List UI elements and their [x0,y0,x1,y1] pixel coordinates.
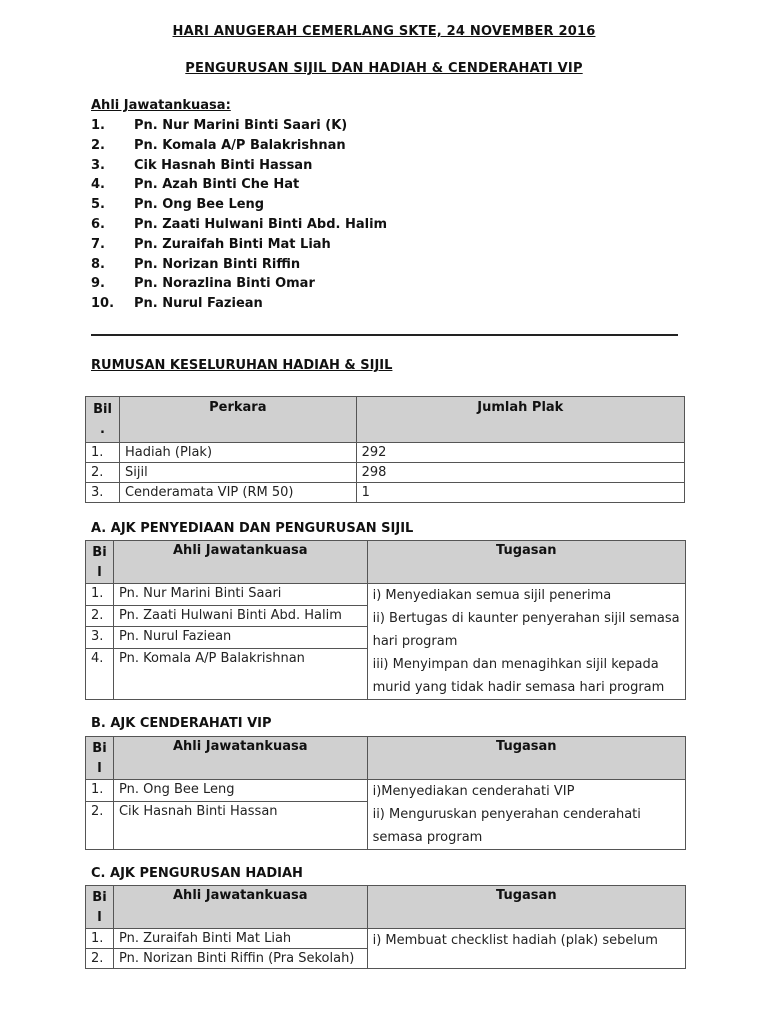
member-number: 9. [91,276,105,292]
cell-bil: 2. [86,949,114,969]
table-header-row [86,397,685,443]
section-a-heading: A. AJK PENYEDIAAN DAN PENGURUSAN SIJIL [91,521,414,536]
committee-member [91,156,387,176]
summary-heading: RUMUSAN KESELURUHAN HADIAH & SIJIL [91,358,393,373]
cell-bil: 1. [86,780,114,802]
tugasan-item: i) Membuat checklist hadiah (plak) sebelum [372,933,658,948]
cell-name: Pn. Norizan Binti Riffin (Pra Sekolah) [113,949,367,969]
section-a-table [85,540,686,700]
member-number: 2. [91,137,105,153]
cell-jumlah: 1 [356,483,684,503]
table-row [86,584,686,606]
horizontal-divider [91,334,678,336]
member-name: Pn. Norizan Binti Riffin [134,256,301,272]
cell-bil: 1. [86,584,114,606]
committee-member [91,294,387,314]
cell-tugasan [367,780,685,850]
section-b-table [85,736,686,850]
table-row [86,463,685,483]
tugasan-item: i)Menyediakan cenderahati VIP [372,784,575,799]
table-header-row [86,886,686,929]
cell-bil: 3. [86,483,120,503]
summary-table [85,396,685,503]
column-header-bil: Bil . [86,397,120,443]
cell-name: Pn. Ong Bee Leng [113,780,367,802]
cell-name: Pn. Nurul Faziean [113,627,367,649]
column-header-ahli: Ahli Jawatankuasa [113,737,367,780]
member-name: Pn. Nurul Faziean [134,296,263,312]
cell-jumlah: 292 [356,443,684,463]
committee-member [91,116,387,136]
column-header-ahli: Ahli Jawatankuasa [113,886,367,929]
table-header-row [86,541,686,584]
column-header-tugasan: Tugasan [367,541,685,584]
member-number: 3. [91,157,105,173]
cell-name: Pn. Komala A/P Balakrishnan [113,649,367,700]
column-header-bil: Bi l [86,541,114,584]
column-header-bil: Bi l [86,886,114,929]
cell-bil: 3. [86,627,114,649]
column-header-tugasan: Tugasan [367,737,685,780]
cell-bil: 2. [86,801,114,849]
committee-member [91,235,387,255]
table-header-row [86,737,686,780]
cell-bil: 4. [86,649,114,700]
member-number: 6. [91,216,105,232]
committee-member [91,215,387,235]
member-number: 7. [91,236,105,252]
member-name: Pn. Zuraifah Binti Mat Liah [134,236,331,252]
cell-bil: 2. [86,463,120,483]
cell-perkara: Cenderamata VIP (RM 50) [119,483,356,503]
committee-member [91,195,387,215]
cell-name: Pn. Zaati Hulwani Binti Abd. Halim [113,605,367,627]
cell-bil: 1. [86,443,120,463]
cell-tugasan [367,584,685,700]
document-title: HARI ANUGERAH CEMERLANG SKTE, 24 NOVEMBER 2016 [172,24,596,39]
committee-member [91,136,387,156]
column-header-ahli: Ahli Jawatankuasa [113,541,367,584]
tugasan-item: i) Menyediakan semua sijil penerima [372,588,612,603]
member-name: Pn. Ong Bee Leng [134,197,265,213]
member-name: Pn. Komala A/P Balakrishnan [134,137,346,153]
committee-member [91,175,387,195]
member-number: 5. [91,197,105,213]
member-name: Cik Hasnah Binti Hassan [134,157,313,173]
tugasan-item: ii) Menguruskan penyerahan cenderahati semasa program [372,807,641,845]
column-header-bil: Bi l [86,737,114,780]
cell-tugasan [367,929,685,969]
committee-member [91,274,387,294]
member-name: Pn. Norazlina Binti Omar [134,276,315,292]
column-header-jumlah: Jumlah Plak [356,397,684,443]
member-number: 8. [91,256,105,272]
cell-name: Pn. Zuraifah Binti Mat Liah [113,929,367,949]
member-number: 4. [91,177,105,193]
member-name: Pn. Nur Marini Binti Saari (K) [134,118,348,133]
table-row [86,780,686,802]
document-subtitle: PENGURUSAN SIJIL DAN HADIAH & CENDERAHATI VIP [185,61,583,76]
table-row [86,929,686,949]
member-number: 1. [91,118,105,133]
tugasan-item: iii) Menyimpan dan menagihkan sijil kepada murid yang tidak hadir semasa hari program [372,657,665,695]
committee-member [91,255,387,275]
committee-heading: Ahli Jawatankuasa: [91,98,231,113]
cell-bil: 1. [86,929,114,949]
cell-bil: 2. [86,605,114,627]
table-row [86,483,685,503]
column-header-perkara: Perkara [119,397,356,443]
section-c-table [85,885,686,969]
table-row [86,443,685,463]
member-name: Pn. Zaati Hulwani Binti Abd. Halim [134,216,388,232]
cell-perkara: Sijil [119,463,356,483]
section-c-heading: C. AJK PENGURUSAN HADIAH [91,866,303,881]
committee-list [91,97,387,314]
tugasan-item: ii) Bertugas di kaunter penyerahan sijil semasa hari program [372,611,680,649]
member-number: 10. [91,296,115,312]
section-b-heading: B. AJK CENDERAHATI VIP [91,716,272,731]
cell-name: Pn. Nur Marini Binti Saari [113,584,367,606]
cell-name: Cik Hasnah Binti Hassan [113,801,367,849]
column-header-tugasan: Tugasan [367,886,685,929]
cell-perkara: Hadiah (Plak) [119,443,356,463]
member-name: Pn. Azah Binti Che Hat [134,177,300,193]
cell-jumlah: 298 [356,463,684,483]
